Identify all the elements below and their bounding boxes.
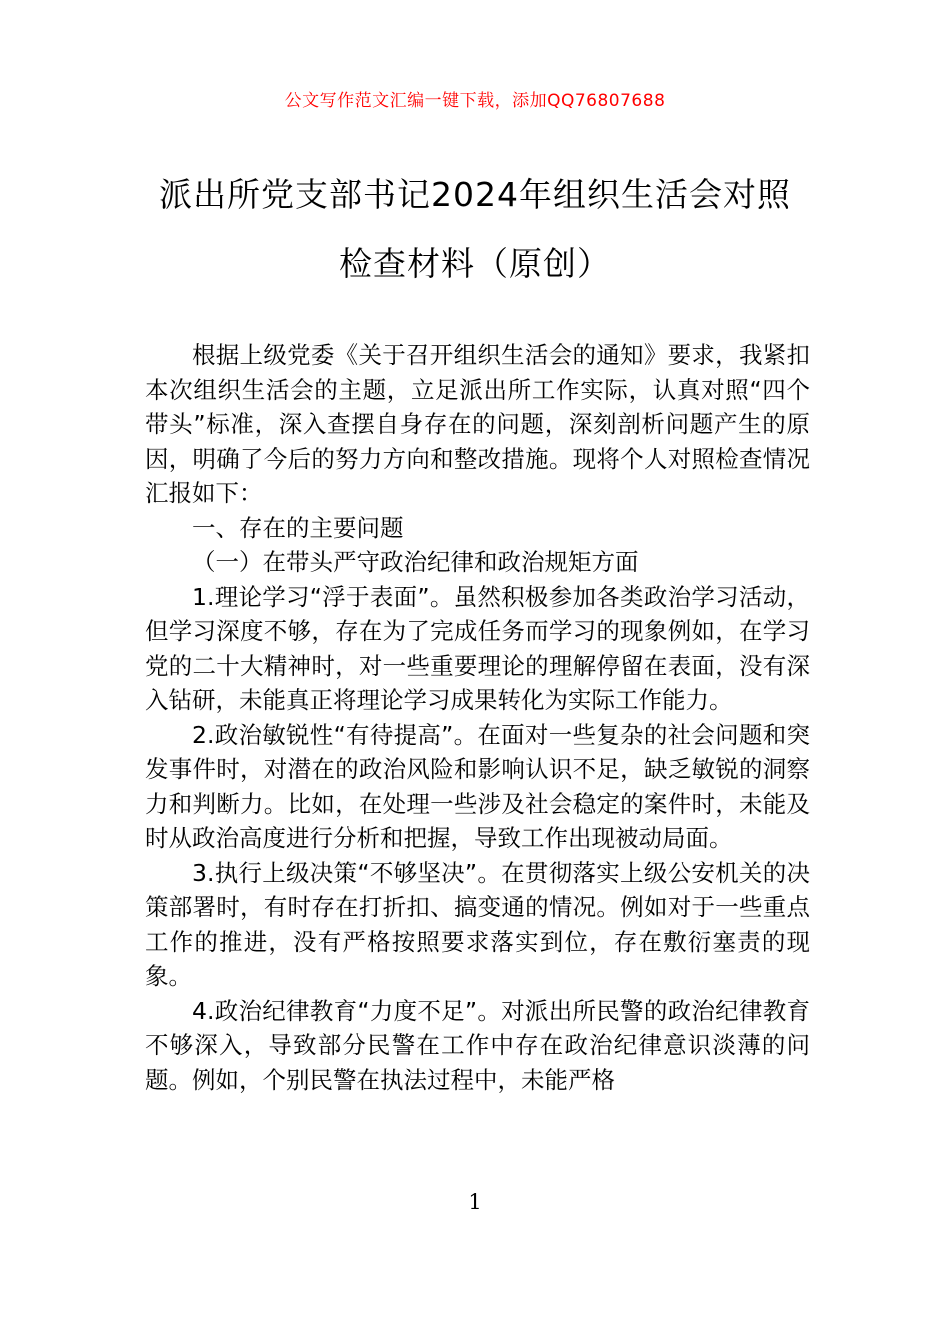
page-number: 1 — [468, 1190, 482, 1214]
item-paragraph-4: 4.政治纪律教育“力度不足”。对派出所民警的政治纪律教育不够深入，导致部分民警在工作中存在政治纪律意识淡薄的问题。例如，个别民警在执法过程中，未能严格 — [145, 996, 810, 1094]
document-title-line-2: 检查材料（原创） — [339, 244, 611, 283]
document-title-line-1: 派出所党支部书记2024年组织生活会对照 — [159, 175, 791, 214]
item-paragraph-3: 3.执行上级决策“不够坚决”。在贯彻落实上级公安机关的决策部署时，有时存在打折扣、搞变通的情况。例如对于一些重点工作的推进，没有严格按照要求落实到位，存在敷衍塞责的现象。 — [145, 858, 810, 990]
document-body — [145, 338, 810, 1097]
subsection-heading: （一）在带头严守政治纪律和政治规矩方面 — [192, 548, 639, 576]
section-heading: 一、存在的主要问题 — [192, 513, 404, 542]
item-paragraph-2: 2.政治敏锐性“有待提高”。在面对一些复杂的社会问题和突发事件时，对潜在的政治风险和影响认识不足，缺乏敏锐的洞察力和判断力。比如，在处理一些涉及社会稳定的案件时，未能及时从政治高度进行分析和把握，导致工作出现被动局面。 — [145, 720, 810, 852]
intro-paragraph: 根据上级党委《关于召开组织生活会的通知》要求，我紧扣本次组织生活会的主题，立足派出所工作实际，认真对照“四个带头”标准，深入查摆自身存在的问题，深刻剖析问题产生的原因，明确了今后的努力方向和整改措施。现将个人对照检查情况汇报如下： — [145, 341, 810, 507]
download-notice: 公文写作范文汇编一键下载，添加QQ76807688 — [284, 91, 666, 111]
item-paragraph-1: 1.理论学习“浮于表面”。虽然积极参加各类政治学习活动，但学习深度不够，存在为了完成任务而学习的现象例如，在学习党的二十大精神时，对一些重要理论的理解停留在表面，没有深入钻研，未能真正将理论学习成果转化为实际工作能力。 — [145, 582, 810, 714]
